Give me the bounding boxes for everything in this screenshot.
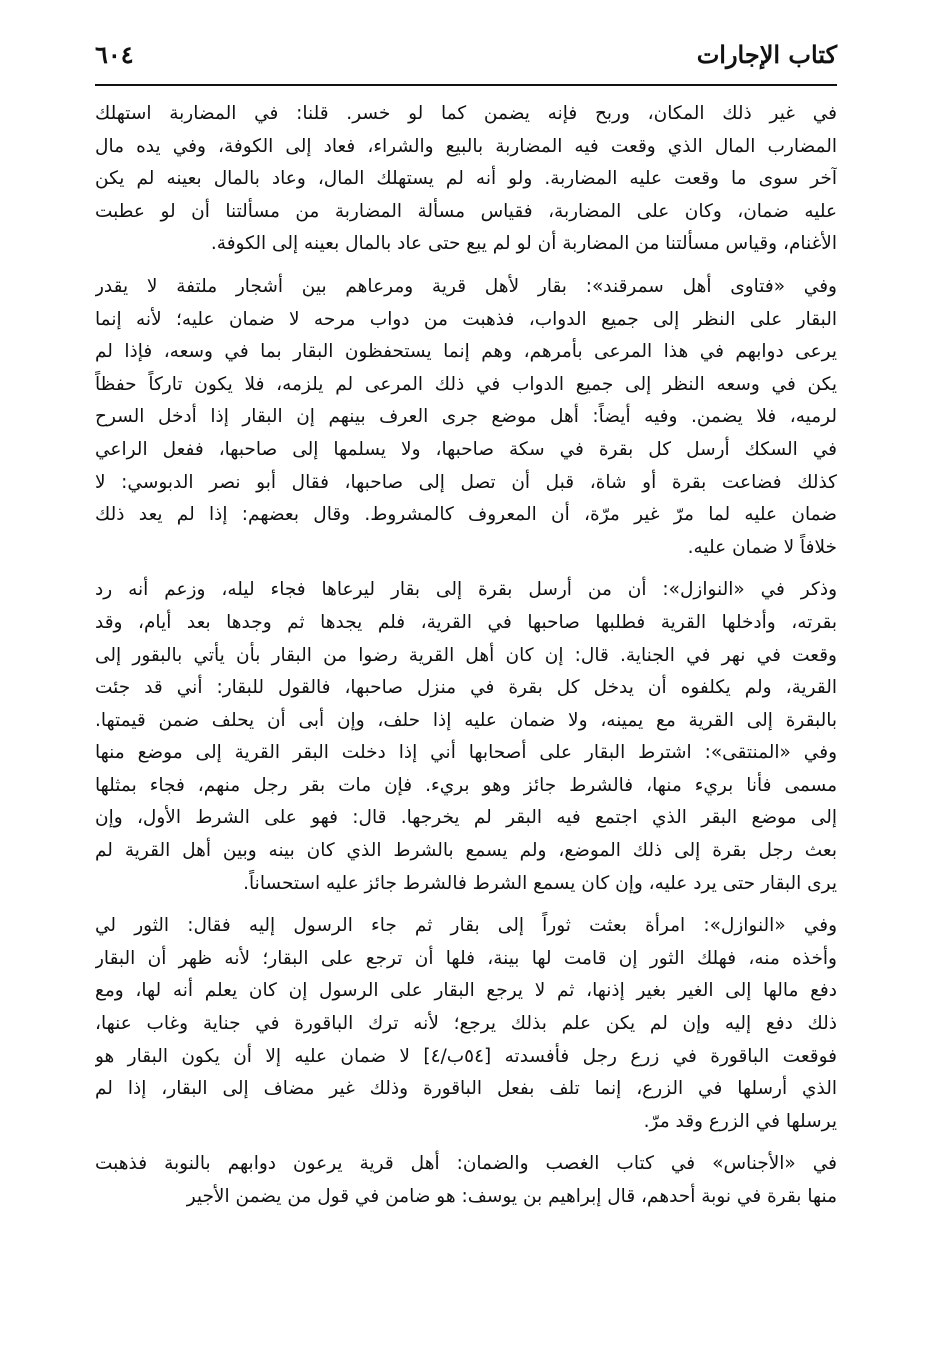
- text-line: يرى البقار حتى يرد عليه، وإن كان يسمع الشرط فالشرط جائز عليه استحساناً.: [243, 872, 837, 894]
- text-line: يرسلها في الزرع وقد مرّ.: [643, 1110, 837, 1132]
- text-line: بعث رجل بقرة إلى ذلك الموضع، ولم يسمع بالشرط الذي كان بينه وبين أهل القرية لم: [95, 840, 837, 862]
- header-divider: [95, 84, 837, 86]
- text-line: منها بقرة في نوبة أحدهم، قال إبراهيم بن يوسف: هو ضامن في قول من يضمن الأجير: [186, 1186, 837, 1207]
- text-line: إلى موضع البقر الذي اجتمع فيه البقر لم يخرجها. قال: فهو على الشرط الأول، وإن: [95, 807, 837, 829]
- text-line: في «الأجناس» في كتاب الغصب والضمان: أهل قرية يرعون دوابهم بالنوبة فذهبت: [95, 1153, 837, 1175]
- text-line: آخر سوى ما وقعت عليه المضاربة. ولو أنه لم يستهلك المال، وعاد بالمال بعينه لم يكن: [95, 168, 837, 190]
- text-line: دفع مالها إلى الغير بغير إذنها، ثم لا يرجع البقار على الرسول إن كان يعلم أنه لها، ومع: [95, 980, 837, 1002]
- text-line: في غير ذلك المكان، وربح فإنه يضمن كما لو خسر. قلنا: في المضاربة استهلك: [95, 103, 837, 124]
- text-line: مسمى فأنا بريء منها، فالشرط جائز وهو بريء. فإن مات بقر رجل منهم، فجاء بمثلها: [95, 774, 837, 796]
- paragraph: [95, 574, 837, 900]
- page-number: ٦٠٤: [95, 40, 134, 69]
- text-line: ضمان عليه لما مرّ غير مرّة، أن المعروف كالمشروط. وقال بعضهم: إذا لم يعد ذلك: [95, 504, 837, 526]
- paragraph: [95, 98, 837, 261]
- text-line: الذي أرسلها في الزرع، إنما تلف بفعل الباقورة وذلك غير مضاف إلى البقار، إذا لم: [95, 1078, 837, 1100]
- text-line: في السكك أرسل كل بقرة في سكة صاحبها، ولا يسلمها إلى صاحبها، ففعل الراعي: [95, 438, 837, 460]
- text-line: البقار على النظر إلى جميع الدواب، فذهبت من دواب مرحه لا ضمان عليه؛ لأنه إنما: [95, 308, 837, 330]
- page-header: [95, 36, 837, 82]
- paragraph: [95, 910, 837, 1138]
- text-line: وفي «المنتقى»: اشترط البقار على أصحابها أني إذا دخلت البقر القرية إلى موضع منها: [95, 742, 837, 764]
- text-line: بالبقرة إلى القرية مع يمينه، ولا ضمان عليه إذا حلف، وإن أبى أن يحلف ضمن قيمتها.: [95, 709, 837, 731]
- text-line: القرية، ولم يكلفوه أن يدخل كل بقرة في منزل صاحبها، فالقول للبقار: أني قد جئت: [95, 677, 837, 699]
- text-line: خلافاً لا ضمان عليه.: [687, 536, 837, 558]
- text-line: كذلك فضاعت بقرة أو شاة، قبل أن تصل إلى صاحبها، فقال أبو نصر الدبوسي: لا: [95, 471, 837, 493]
- text-line: يكن في وسعه النظر إلى جميع الدواب في ذلك المرعى لم يلزمه، فلا يكون تاركاً حفظاً: [95, 373, 837, 395]
- text-line: وأخذه منه، فهلك الثور إن قامت لها بينة، فلها أن ترجع على البقار؛ لأنه ظهر أن البقار: [95, 947, 837, 969]
- text-line: بقرته، وأدخلها القرية فطلبها صاحبها في القرية، فلم يجدها ثم وجدها بعد أيام، وقد: [95, 611, 837, 633]
- chapter-title: كتاب الإجارات: [696, 40, 837, 69]
- text-line: وذكر في «النوازل»: أن من أرسل بقرة إلى بقار ليرعاها فجاء ليله، وزعم أنه رد: [95, 579, 837, 601]
- text-line: الأغنام، وقياس مسألتنا من المضاربة أن لو لم يبع حتى عاد بالمال بعينه إلى الكوفة.: [210, 233, 837, 255]
- text-line: وقعت في نهر في الجناية. قال: إن كان أهل القرية رضوا من البقار بأن يأتي بالبقور إلى: [95, 644, 837, 666]
- text-line: ذلك دفع إليه وإن لم يكن علم بذلك يرجع؛ لأنه ترك الباقورة في جناية وغاب عنها،: [95, 1013, 837, 1035]
- text-line: وفي «النوازل»: امرأة بعثت ثوراً إلى بقار ثم جاء الرسول إليه فقال: الثور لي: [95, 915, 837, 937]
- text-line: فوقعت الباقورة في زرع رجل فأفسدته [٥٤ب/٤] لا ضمان عليه إلا أن يكون البقار هو: [95, 1045, 837, 1067]
- text-line: لرميه، فلا يضمن. وفيه أيضاً: أهل موضع جرى العرف بينهم إن البقار إذا أدخل السرح: [95, 406, 837, 428]
- paragraph: [95, 1148, 837, 1213]
- page-body: [95, 98, 837, 1224]
- text-line: يرعى دوابهم في هذا المرعى بأمرهم، وهم إنما يستحفظون البقار بما في وسعه، فإذا لم: [95, 341, 837, 363]
- text-line: عليه ضمان، وكان على المضاربة، فقياس مسألة المضاربة من مسألتنا أن لو عطبت: [95, 200, 837, 222]
- text-line: وفي «فتاوى أهل سمرقند»: بقار لأهل قرية ومرعاهم بين أشجار ملتفة لا يقدر: [95, 275, 837, 297]
- paragraph: [95, 271, 837, 564]
- text-line: المضارب المال الذي وقعت فيه المضاربة بالبيع والشراء، فعاد إلى الكوفة، وفي يده مال: [95, 135, 837, 157]
